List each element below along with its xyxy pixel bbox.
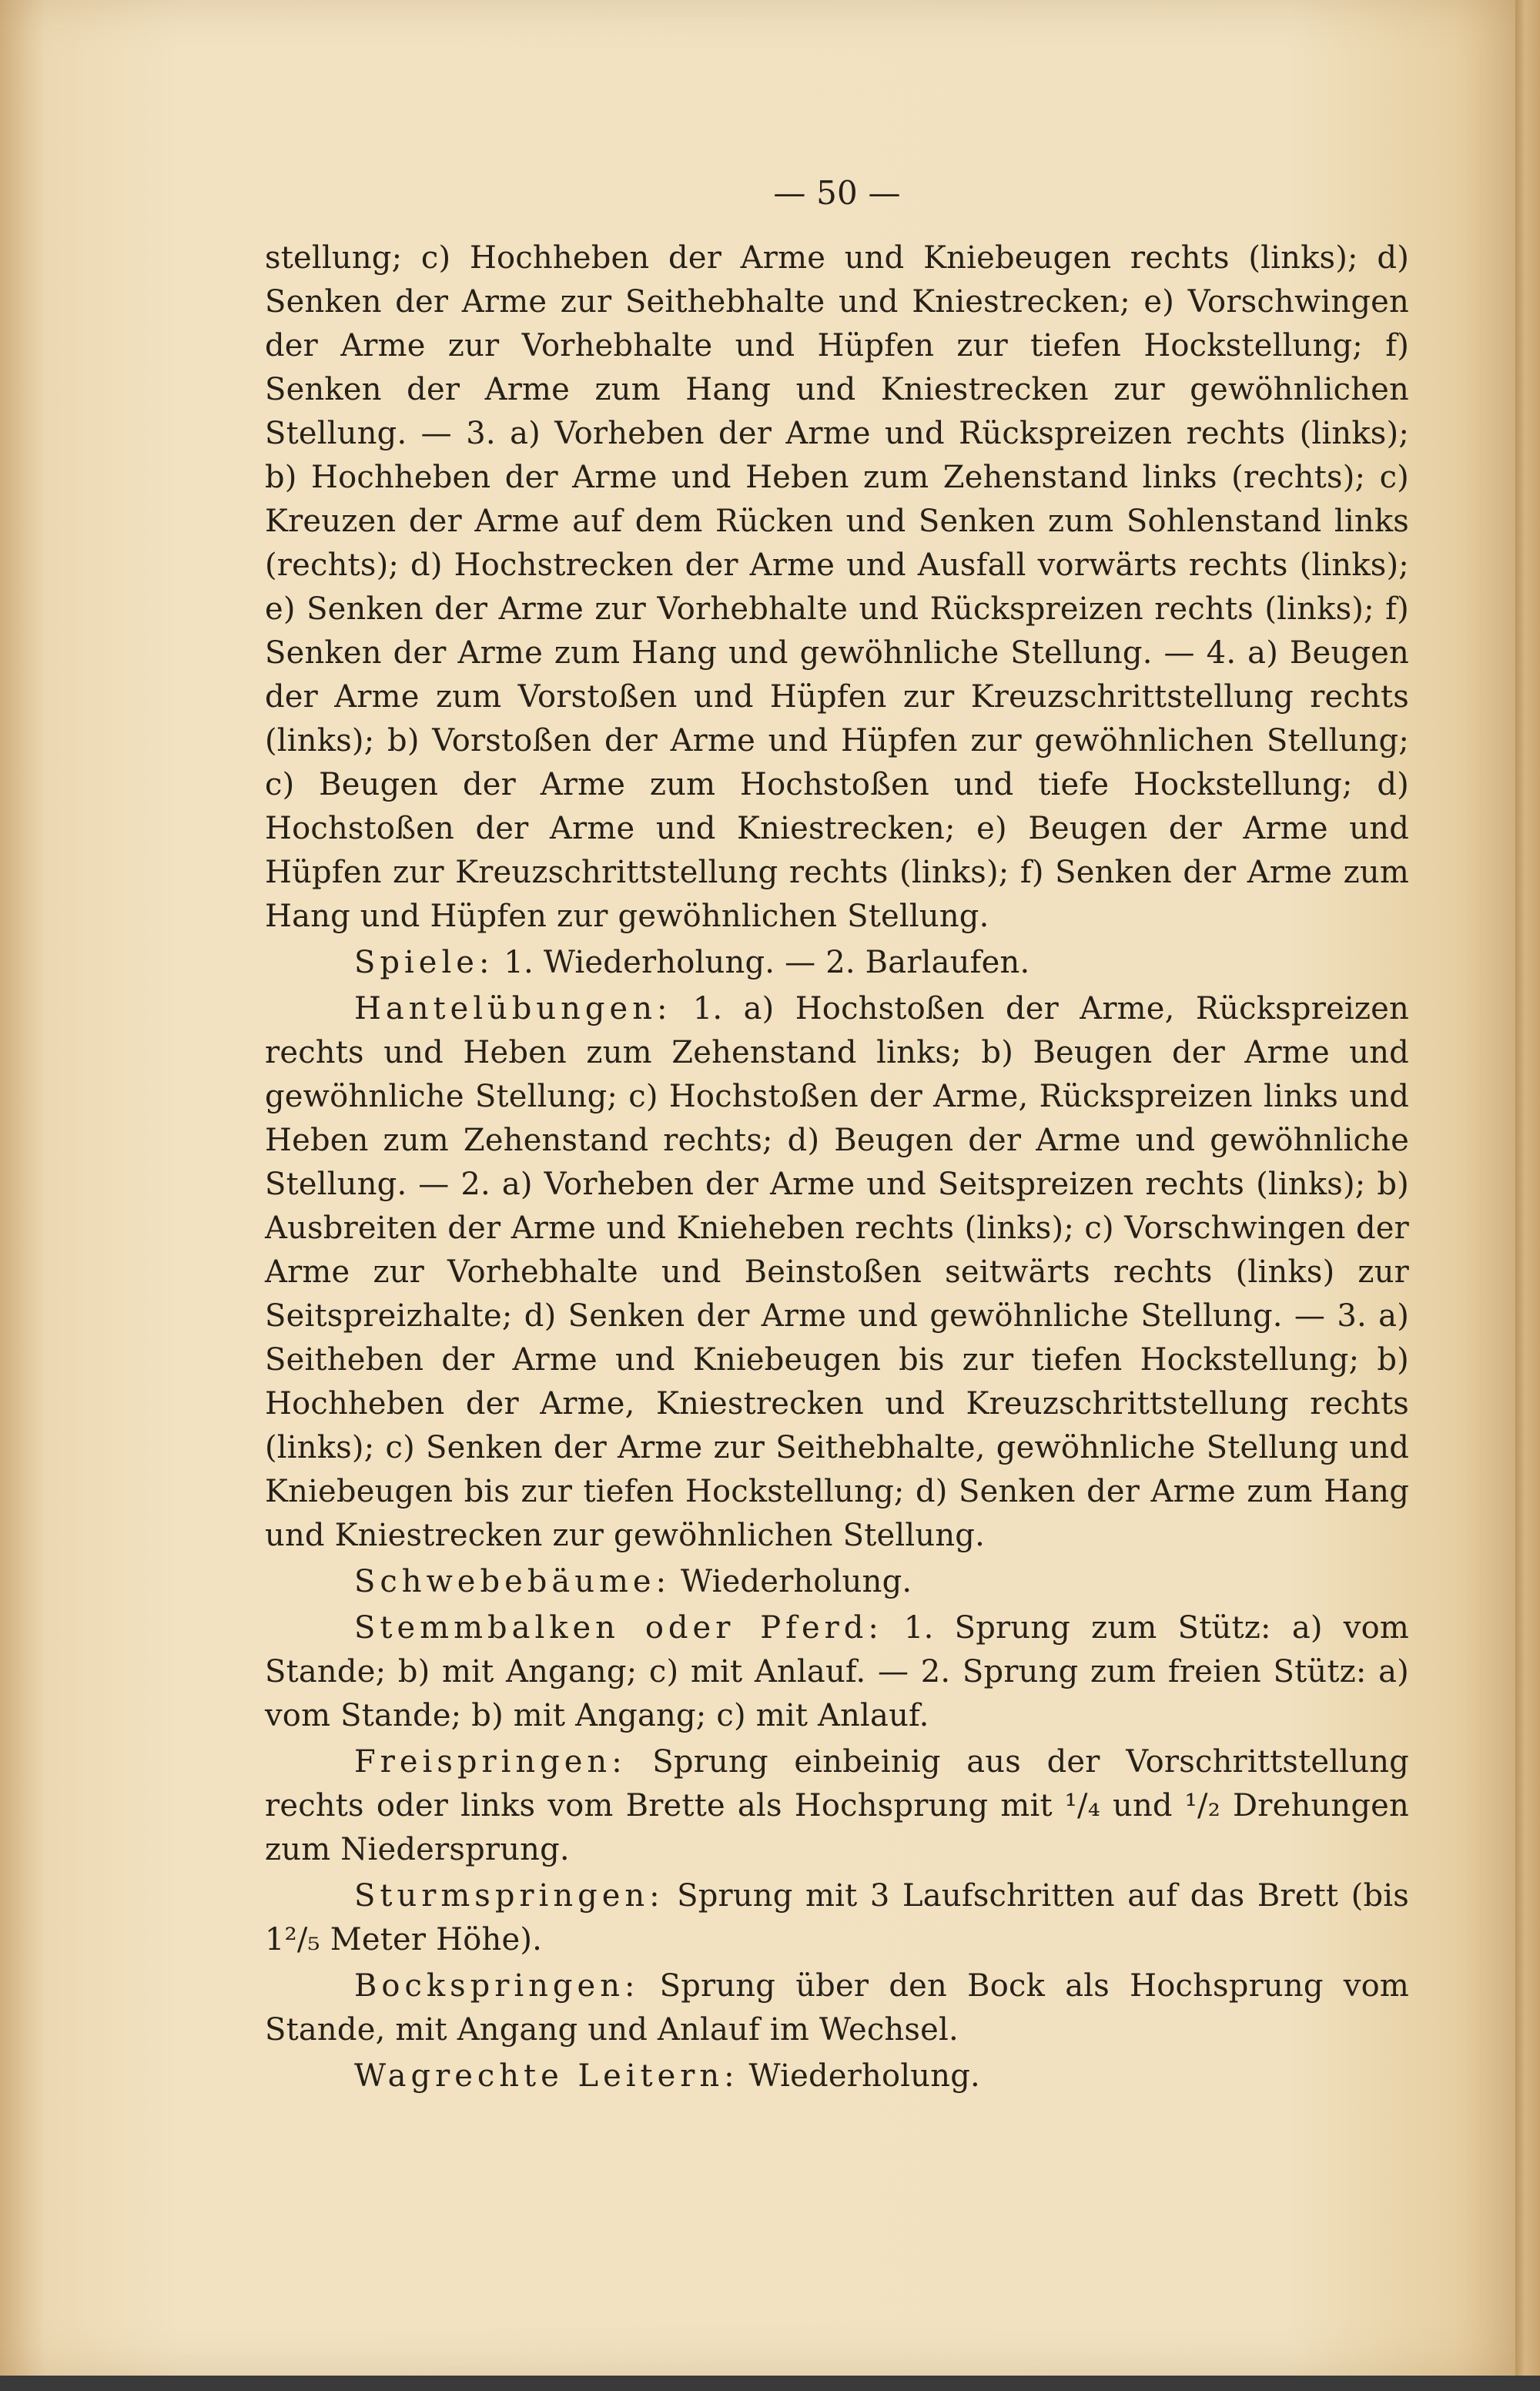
paragraph-text: 1. Sprung zum Stütz: a) vom Stande; b) mit Angang; c) mit Anlauf. — 2. Sprung zum freien Stütz: a) vom Stande; b) mit Angang; c) mit Anlauf. — [265, 1610, 1409, 1733]
text-block — [265, 171, 1409, 2101]
paragraph-text: Sprung über den Bock als Hochsprung vom Stande, mit Angang und Anlauf im Wechsel. — [265, 1968, 1409, 2048]
section-heading: Spiele: — [354, 945, 494, 980]
section-heading: Freispringen: — [354, 1744, 627, 1780]
paragraph-bockspringen — [265, 1964, 1409, 2052]
paragraph-wagrechte-leitern — [265, 2054, 1409, 2098]
section-heading: Sturmspringen: — [354, 1878, 665, 1914]
bottom-edge — [0, 2376, 1540, 2391]
paragraph-text: Wiederholung. — [738, 2058, 980, 2094]
section-heading: Hantelübungen: — [354, 991, 672, 1026]
paragraph-text: 1. a) Hochstoßen der Arme, Rückspreizen rechts und Heben zum Zehenstand links; b) Beugen der Arme und gewöhnliche Stellung; c) Hochstoßen der Arme, Rückspreizen links und Heben zum Zehenstand rechts; d) Beugen der Arme und gewöhnliche Stellung. — 2. a) Vorheben der Arme und Seitspreizen rechts (links); b) Ausbreiten der Arme und Knieheben rechts (links); c) Vorschwingen der Arme zur Vorhebhalte und Beinstoßen seitwärts rechts (links) zur Seitspreizhalte; d) Senken der Arme und gewöhnliche Stellung. — 3. a) Seitheben der Arme und Kniebeugen bis zur tiefen Hockstellung; b) Hochheben der Arme, Kniestrecken und Kreuzschrittstellung rechts (links); c) Senken der Arme zur Seithebhalte, gewöhnliche Stellung und Kniebeugen bis zur tiefen Hockstellung; d) Senken der Arme zum Hang und Kniestrecken zur gewöhnlichen Stellung. — [265, 991, 1409, 1553]
section-heading: Wagrechte Leitern: — [354, 2058, 739, 2094]
page-edge — [1515, 0, 1540, 2391]
paragraph-sturmspringen — [265, 1874, 1409, 1962]
section-heading: Stemmbalken oder Pferd: — [354, 1610, 883, 1646]
paragraph-hanteluebungen — [265, 987, 1409, 1558]
paragraph-spiele — [265, 941, 1409, 985]
paragraph-stemmbalken — [265, 1606, 1409, 1738]
section-heading: Bockspringen: — [354, 1968, 640, 2004]
paragraph-exercises-continued — [265, 236, 1409, 939]
paragraph-text: Wiederholung. — [671, 1564, 912, 1599]
paragraph-text: Sprung einbeinig aus der Vorschrittstellung rechts oder links vom Brette als Hochsprung mit ¹/₄ und ¹/₂ Drehungen zum Niedersprung. — [265, 1744, 1409, 1867]
section-heading: Schwebebäume: — [354, 1564, 671, 1599]
paragraph-text: 1. Wiederholung. — 2. Barlaufen. — [494, 945, 1030, 980]
page-number: — 50 — — [773, 174, 901, 212]
paragraph-text: stellung; c) Hochheben der Arme und Kniebeugen rechts (links); d) Senken der Arme zur Seithebhalte und Kniestrecken; e) Vorschwingen der Arme zur Vorhebhalte und Hüpfen zur tiefen Hockstellung; f) Senken der Arme zum Hang und Kniestrecken zur gewöhnlichen Stellung. — 3. a) Vorheben der Arme und Rückspreizen rechts (links); b) Hochheben der Arme und Heben zum Zehenstand links (rechts); c) Kreuzen der Arme auf dem Rücken und Senken zum Sohlenstand links (rechts); d) Hochstrecken der Arme und Ausfall vorwärts rechts (links); e) Senken der Arme zur Vorhebhalte und Rückspreizen rechts (links); f) Senken der Arme zum Hang und gewöhnliche Stellung. — 4. a) Beugen der Arme zum Vorstoßen und Hüpfen zur Kreuzschrittstellung rechts (links); b) Vorstoßen der Arme und Hüpfen zur gewöhnlichen Stellung; c) Beugen der Arme zum Hochstoßen und tiefe Hockstellung; d) Hochstoßen der Arme und Kniestrecken; e) Beugen der Arme und Hüpfen zur Kreuzschrittstellung rechts (links); f) Senken der Arme zum Hang und Hüpfen zur gewöhnlichen Stellung. — [265, 240, 1409, 934]
paragraph-freispringen — [265, 1740, 1409, 1872]
paragraph-text: Sprung mit 3 Laufschritten auf das Brett (bis 1²/₅ Meter Höhe). — [265, 1878, 1409, 1957]
paragraph-schwebebaeume — [265, 1560, 1409, 1604]
